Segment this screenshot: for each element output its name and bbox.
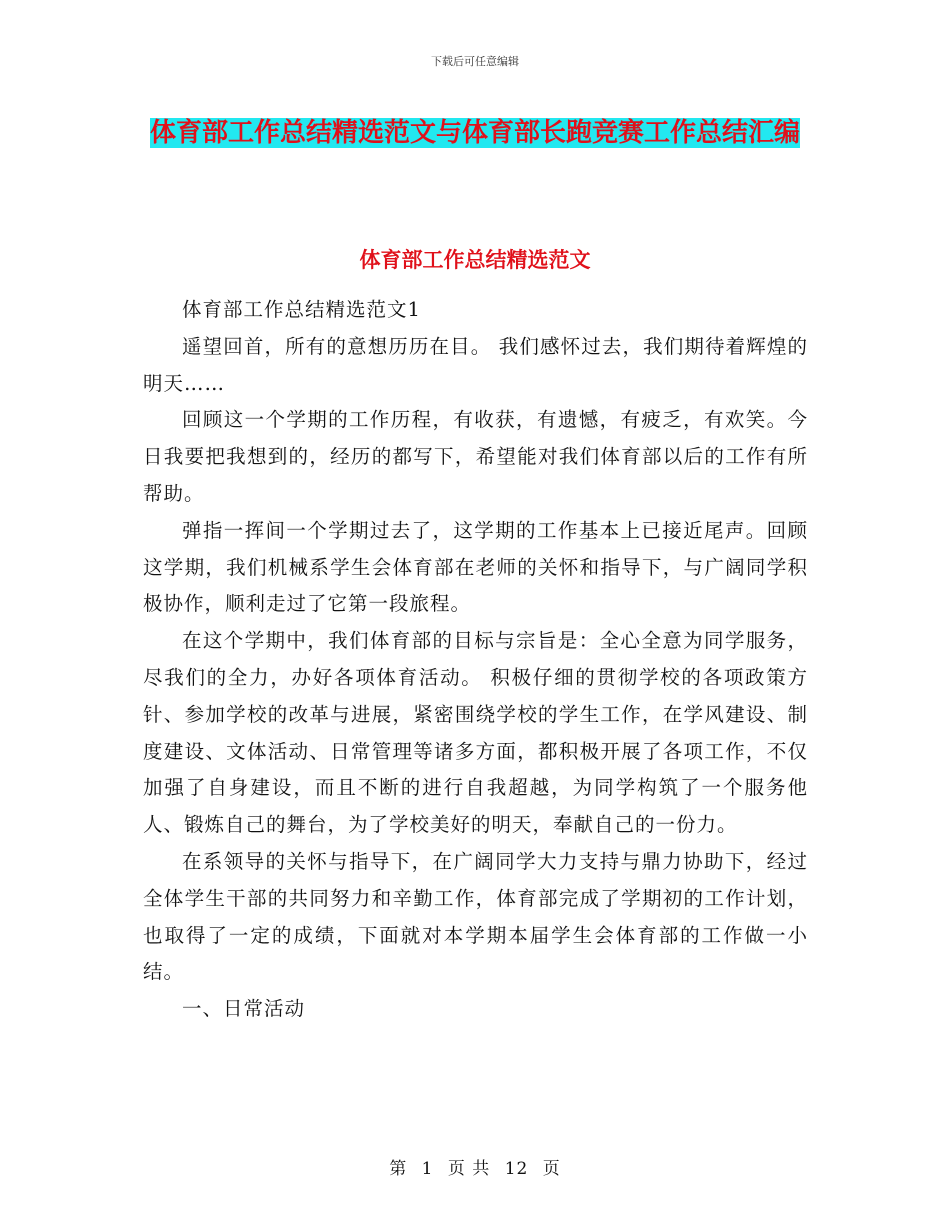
paragraph: 遥望回首，所有的意想历历在目。 我们感怀过去，我们期待着辉煌的明天…… <box>143 334 808 395</box>
paragraph: 回顾这一个学期的工作历程，有收获，有遗憾，有疲乏，有欢笑。今日我要把我想到的，经历的都写下，希望能对我们体育部以后的工作有所帮助。 <box>143 408 808 505</box>
paragraph: 在这个学期中，我们体育部的目标与宗旨是：全心全意为同学服务，尽我们的全力，办好各项体育活动。 积极仔细的贯彻学校的各项政策方针、参加学校的改革与进展，紧密围绕学校的学生工作，在学风建设、制度建设、文体活动、日常管理等诸多方面，都积极开展了各项工作，不仅加强了自身建设，而且不断的进行自我超越，为同学构筑了一个服务他人、锻炼自己的舞台，为了学校美好的明天，奉献自己的一份力。 <box>143 629 808 837</box>
footer-middle: 页 共 <box>447 1159 491 1179</box>
document-body <box>143 292 808 1028</box>
page-number: 1 <box>421 1159 434 1179</box>
header-note: 下载后可任意编辑 <box>431 55 519 68</box>
document-title <box>140 110 810 156</box>
paragraph: 在系领导的关怀与指导下，在广阔同学大力支持与鼎力协助下，经过全体学生干部的共同努力和辛勤工作，体育部完成了学期初的工作计划，也取得了一定的成绩，下面就对本学期本届学生会体育部的工作做一小结。 <box>143 849 808 984</box>
paragraph: 弹指一挥间一个学期过去了，这学期的工作基本上已接近尾声。回顾这学期，我们机械系学生会体育部在老师的关怀和指导下，与广阔同学积极协作，顺利走过了它第一段旅程。 <box>143 518 808 616</box>
page-total: 12 <box>504 1159 529 1179</box>
paragraph: 一、日常活动 <box>182 997 306 1021</box>
footer-prefix: 第 <box>389 1159 408 1179</box>
paragraph: 体育部工作总结精选范文1 <box>182 298 421 321</box>
page-footer <box>0 1154 950 1179</box>
section-title: 体育部工作总结精选范文 <box>359 248 591 272</box>
footer-suffix: 页 <box>542 1159 561 1179</box>
document-title-text: 体育部工作总结精选范文与体育部长跑竞赛工作总结汇编 <box>149 118 800 148</box>
